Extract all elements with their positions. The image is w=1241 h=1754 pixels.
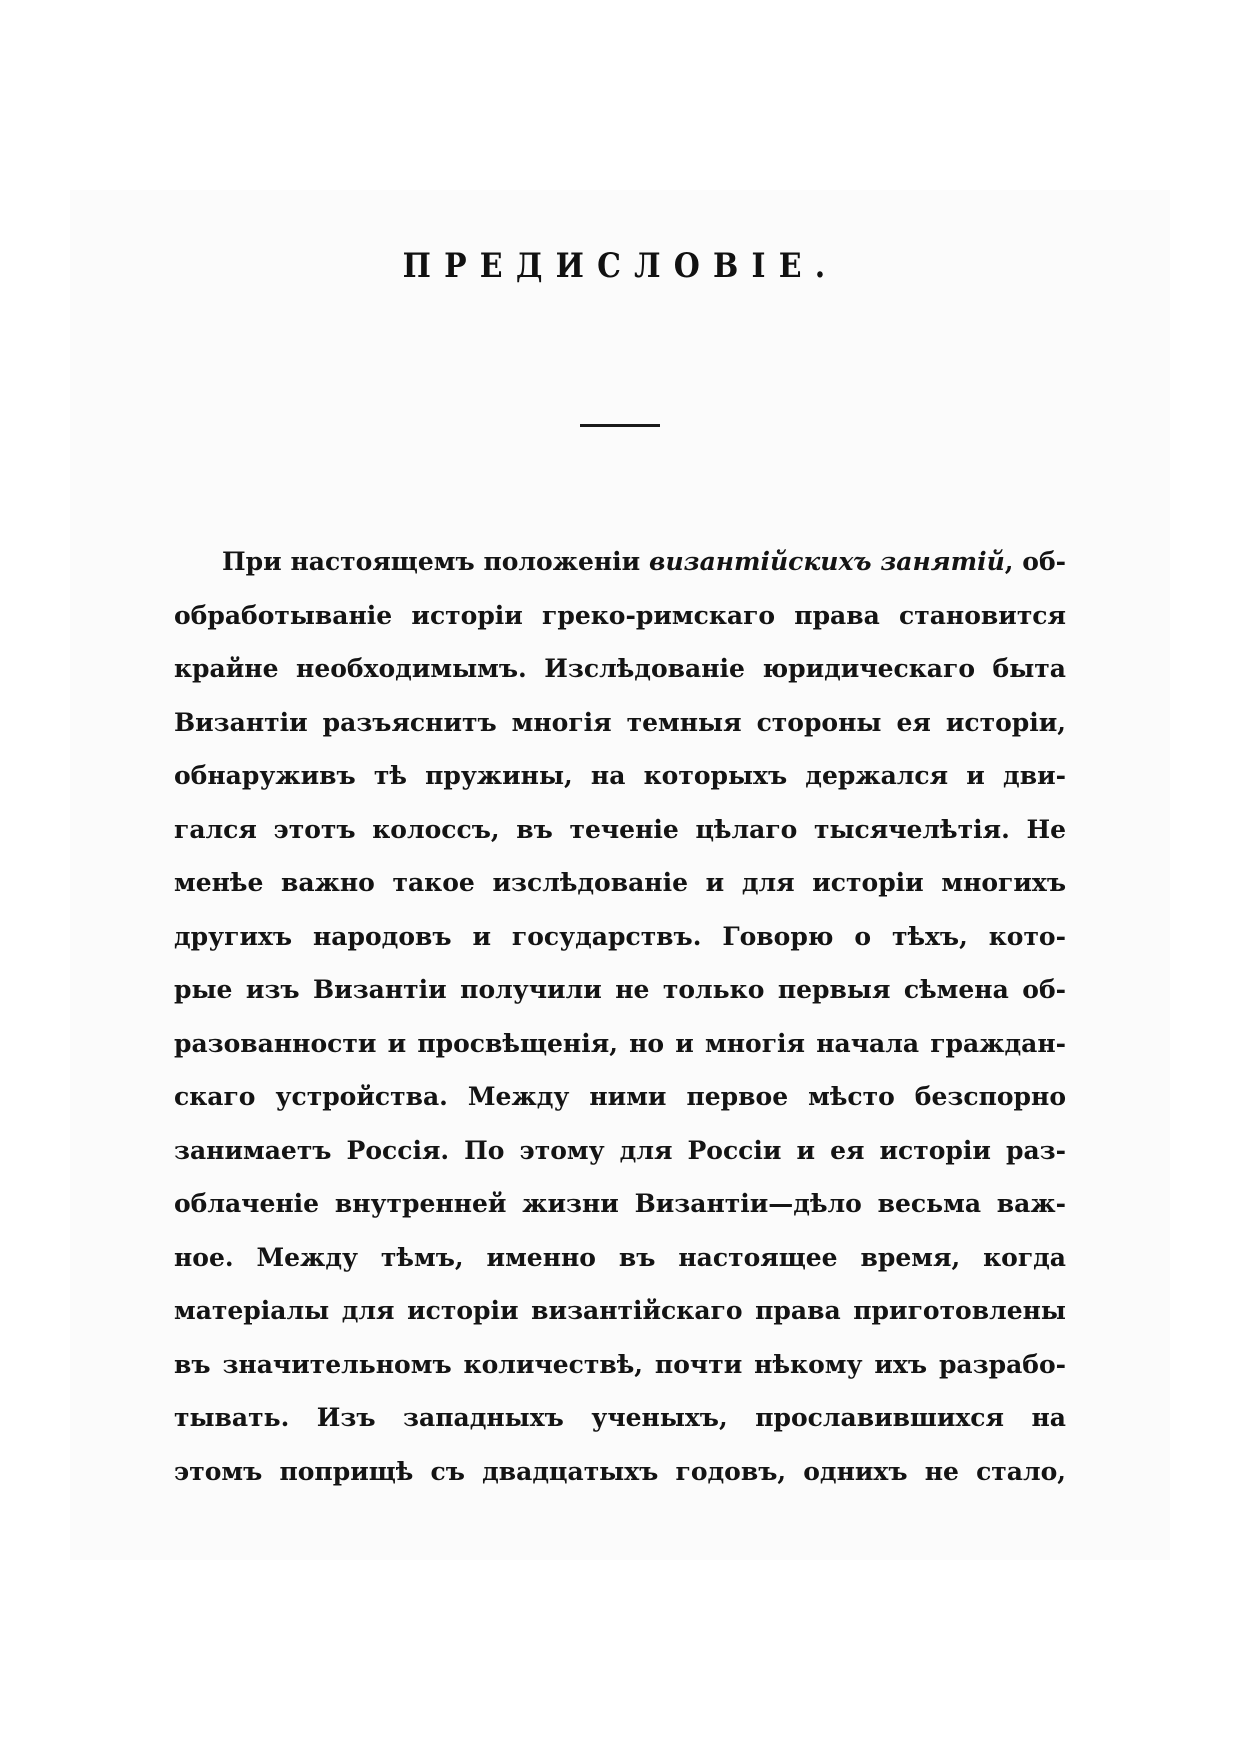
text-line: ное. Между тѣмъ, именно въ настоящее время, когда xyxy=(174,1242,1066,1272)
text-line: обработываніе исторіи греко-римскаго права становится xyxy=(174,600,1066,630)
text-line: этомъ поприщѣ съ двадцатыхъ годовъ, однихъ не стало, xyxy=(174,1456,1066,1486)
text-line: матеріалы для исторіи византійскаго права приготовлены xyxy=(174,1296,1066,1325)
text-line: Византіи разъяснитъ многія темныя стороны ея исторіи, xyxy=(174,707,1066,737)
text-line: занимаетъ Россія. По этому для Россіи и ея исторіи раз- xyxy=(174,1135,1066,1165)
text-line-start: При настоящемъ положеніи xyxy=(222,547,650,576)
text-line: обнаруживъ тѣ пружины, на которыхъ держался и дви- xyxy=(174,761,1066,790)
text-line-end: , об- xyxy=(1004,547,1066,576)
italic-phrase: византійскихъ занятій xyxy=(649,547,1005,576)
text-line: менѣе важно такое изслѣдованіе и для исторіи многихъ xyxy=(174,868,1066,897)
body-text xyxy=(174,535,1066,1498)
text-line: скаго устройства. Между ними первое мѣсто безспорно xyxy=(174,1082,1066,1111)
text-line: крайне необходимымъ. Изслѣдованіе юридическаго быта xyxy=(174,654,1066,683)
page-title: ПРЕДИСЛОВІЕ. xyxy=(402,246,839,286)
text-line: разованности и просвѣщенія, но и многія начала граждан- xyxy=(174,1028,1066,1058)
text-line xyxy=(174,535,1066,589)
text-line: тывать. Изъ западныхъ ученыхъ, прославившихся на xyxy=(174,1403,1066,1432)
text-line: гался этотъ колоссъ, въ теченіе цѣлаго тысячелѣтія. Не xyxy=(174,814,1066,844)
title-divider xyxy=(580,424,660,427)
text-line: въ значительномъ количествѣ, почти нѣкому ихъ разрабо- xyxy=(174,1349,1066,1379)
text-line: рые изъ Византіи получили не только первыя сѣмена об- xyxy=(174,975,1066,1004)
text-line: другихъ народовъ и государствъ. Говорю о тѣхъ, кото- xyxy=(174,921,1066,951)
text-line: облаченіе внутренней жизни Византіи—дѣло весьма важ- xyxy=(174,1189,1066,1218)
